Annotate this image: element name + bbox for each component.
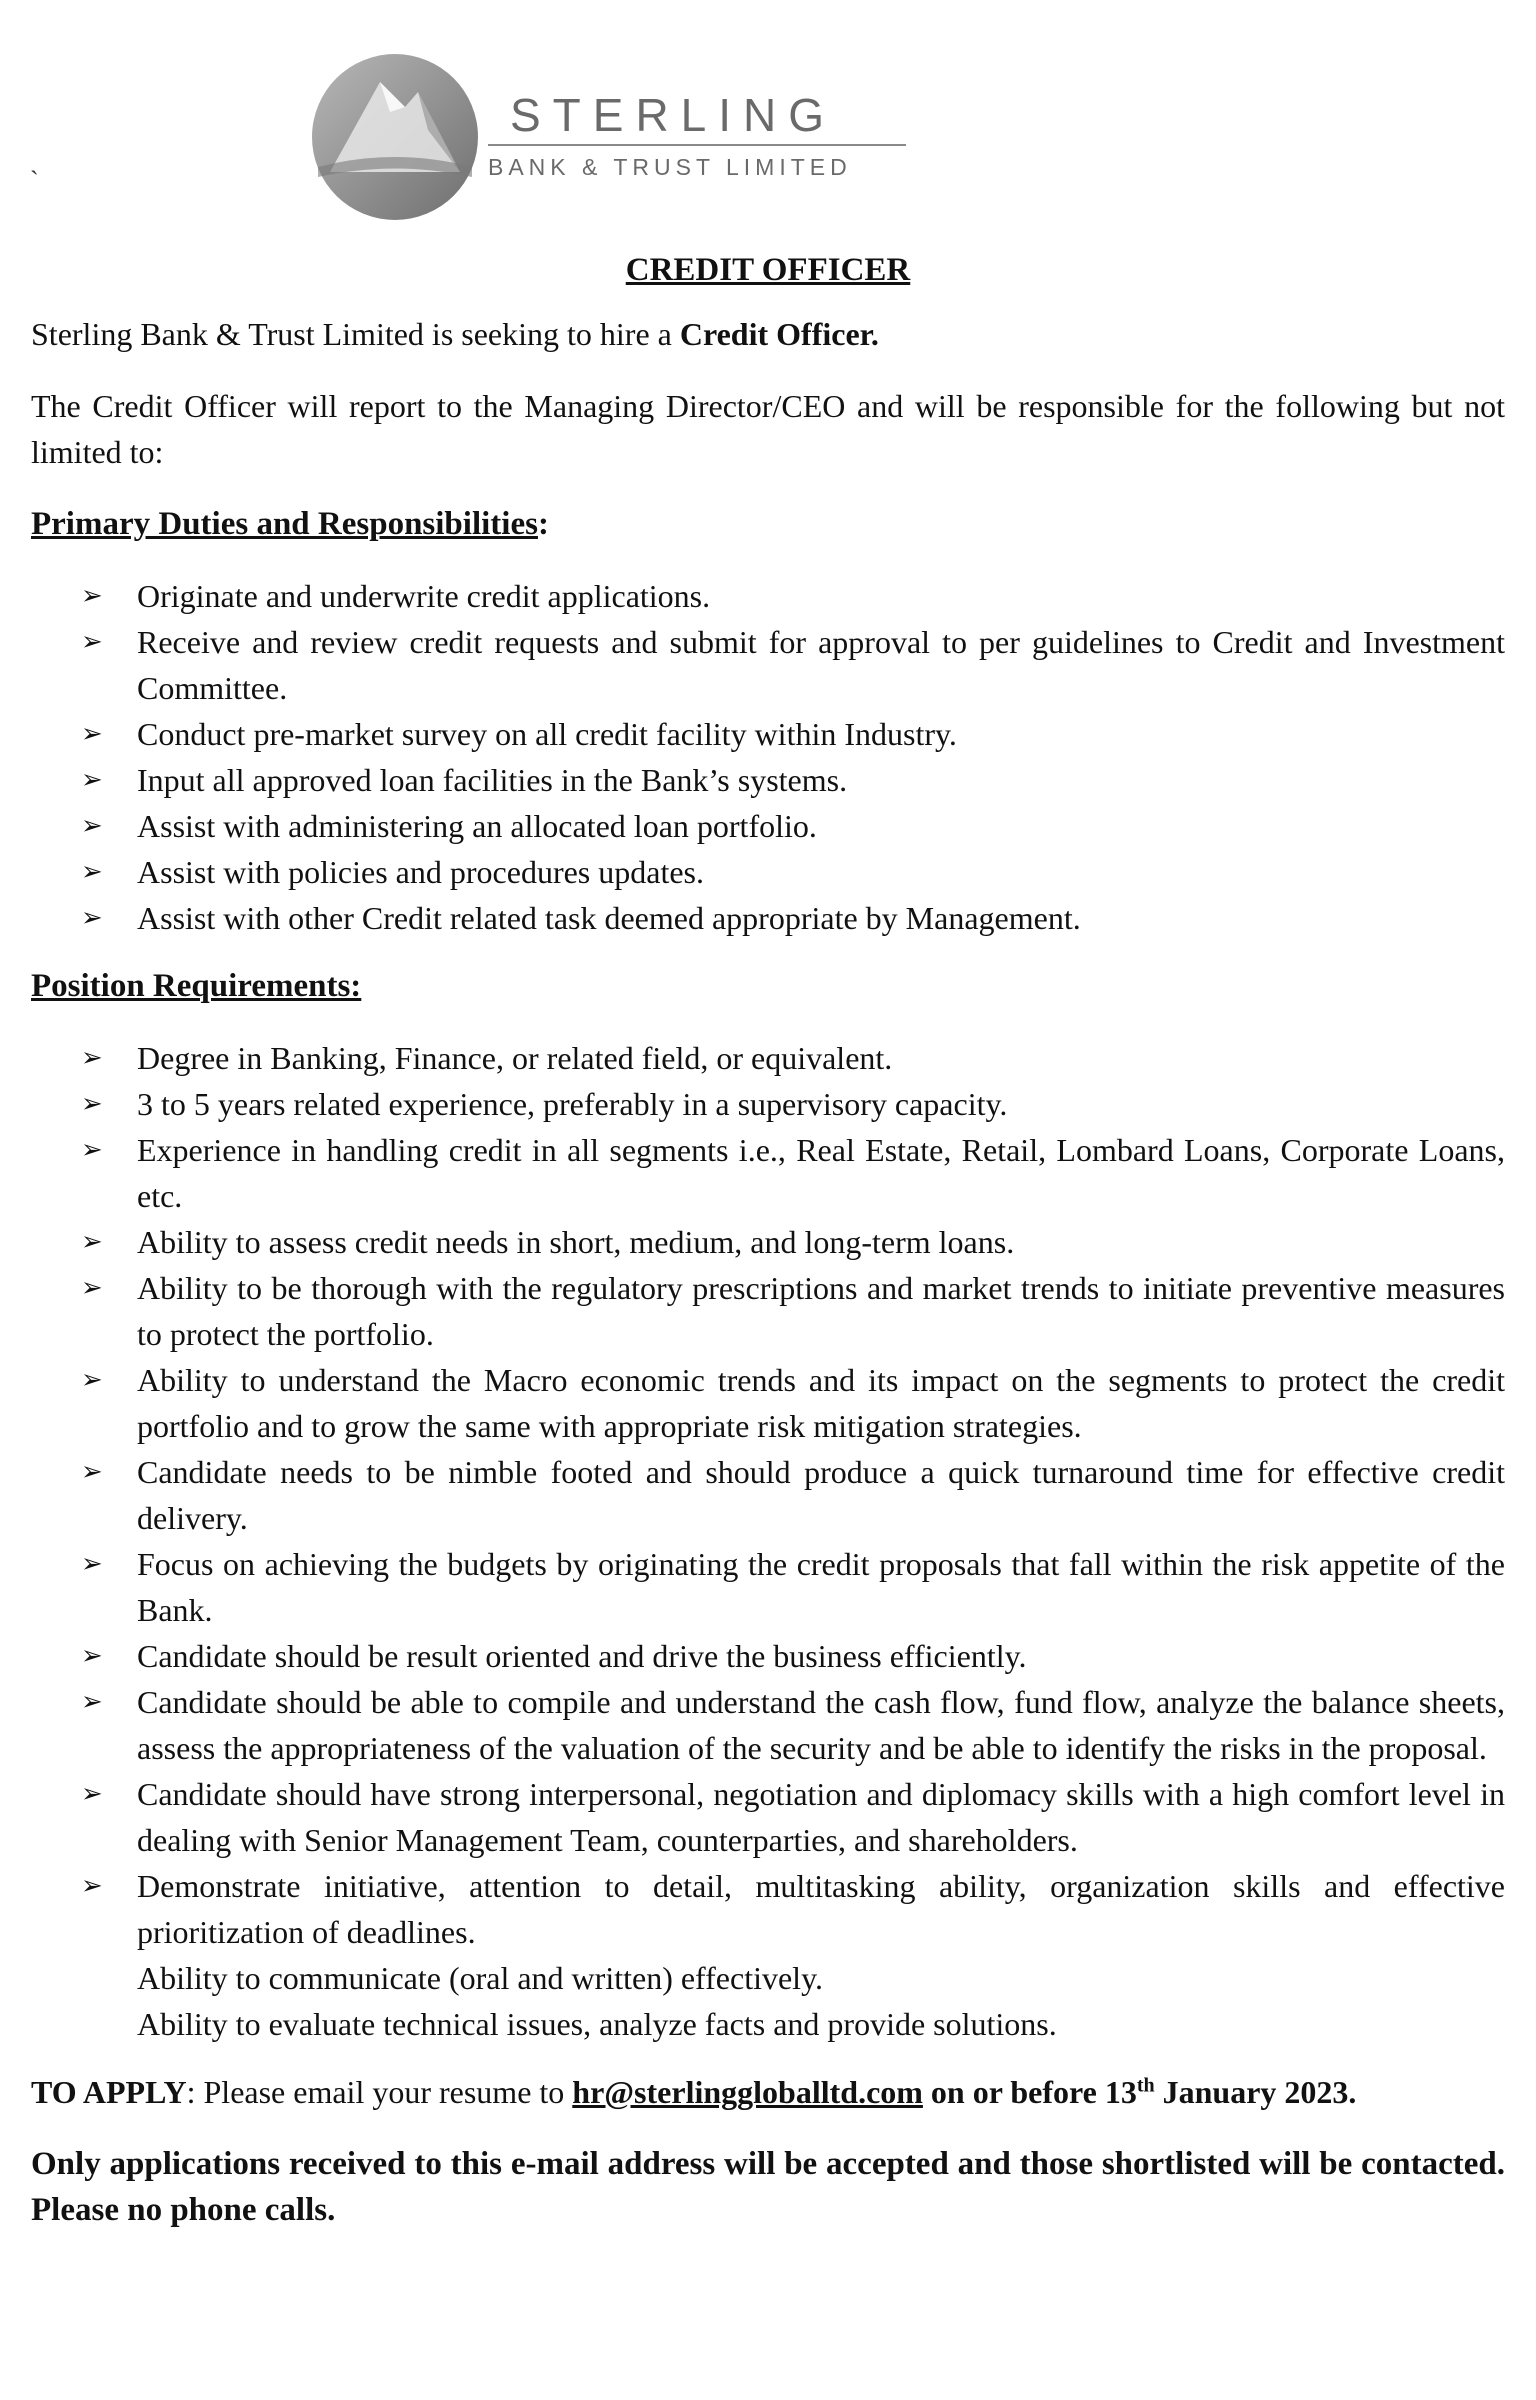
duties-heading [31,501,1505,547]
arrow-bullet-icon: ➢ [81,1043,103,1073]
list-item [31,849,1505,895]
arrow-bullet-icon: ➢ [81,1871,103,1901]
list-item [31,895,1505,941]
arrow-bullet-icon: ➢ [81,1779,103,1809]
list-item-text: Ability to evaluate technical issues, analyze facts and provide solutions. [137,2006,1057,2042]
posting-content [31,252,1505,2233]
arrow-bullet-icon: ➢ [81,903,103,933]
list-item-text: Candidate should be result oriented and drive the business efficiently. [137,1638,1027,1674]
duties-heading-colon: : [537,506,549,542]
list-item-text: Ability to assess credit needs in short, medium, and long-term loans. [137,1224,1015,1260]
intro-paragraph [31,311,1505,357]
arrow-bullet-icon: ➢ [81,1227,103,1257]
list-item [31,573,1505,619]
list-item [31,1357,1505,1449]
arrow-bullet-icon: ➢ [81,581,103,611]
closing-note: Only applications received to this e-mail address will be accepted and those shortlisted will be contacted. Please no phone calls. [31,2146,1505,2228]
duties-heading-text: Primary Duties and Responsibilities [31,506,538,542]
arrow-bullet-icon: ➢ [81,1089,103,1119]
apply-deadline [923,2074,1357,2110]
list-item-text: Conduct pre-market survey on all credit facility within Industry. [137,716,957,752]
list-item-text: Candidate should be able to compile and understand the cash flow, fund flow, analyze the balance sheets, assess the appropriateness of the valuation of the security and be able to identify the risks in the proposal. [137,1684,1505,1766]
arrow-bullet-icon: ➢ [81,1365,103,1395]
list-item [31,711,1505,757]
page-title: CREDIT OFFICER [625,252,911,288]
list-item [31,1081,1505,1127]
arrow-bullet-icon: ➢ [81,857,103,887]
list-item [31,1035,1505,1081]
list-item-text: Ability to understand the Macro economic trends and its impact on the segments to protect the credit portfolio and to grow the same with appropriate risk mitigation strategies. [137,1362,1505,1444]
list-item-text: Ability to be thorough with the regulatory prescriptions and market trends to initiate preventive measures to protect the portfolio. [137,1270,1505,1352]
list-item [31,1633,1505,1679]
list-item [31,1449,1505,1541]
logo-subtitle: BANK & TRUST LIMITED [488,144,906,181]
arrow-bullet-icon: ➢ [81,1457,103,1487]
report-paragraph: The Credit Officer will report to the Managing Director/CEO and will be responsible for the following but not limited to: [31,388,1505,470]
list-item-text: Candidate should have strong interpersonal, negotiation and diplomacy skills with a high comfort level in dealing with Senior Management Team, counterparties, and shareholders. [137,1776,1505,1858]
list-item [31,1219,1505,1265]
list-item-text: Originate and underwrite credit applications. [137,578,711,614]
arrow-bullet-icon: ➢ [81,765,103,795]
list-item-text: Ability to communicate (oral and written) effectively. [137,1960,823,1996]
list-item [31,803,1505,849]
arrow-bullet-icon: ➢ [81,627,103,657]
apply-deadline-sup: th [1136,2074,1155,2097]
arrow-bullet-icon: ➢ [81,1641,103,1671]
arrow-bullet-icon: ➢ [81,1549,103,1579]
list-item-text: Candidate needs to be nimble footed and should produce a quick turnaround time for effective credit delivery. [137,1454,1505,1536]
sterling-logo [310,52,930,222]
list-item-text: Experience in handling credit in all segments i.e., Real Estate, Retail, Lombard Loans, Corporate Loans, etc. [137,1132,1505,1214]
list-item [31,1863,1505,1955]
list-item [31,1541,1505,1633]
list-item-text: 3 to 5 years related experience, preferably in a supervisory capacity. [137,1086,1008,1122]
list-item [31,1265,1505,1357]
intro-role: Credit Officer. [679,316,879,352]
list-item [31,1127,1505,1219]
arrow-bullet-icon: ➢ [81,1687,103,1717]
arrow-bullet-icon: ➢ [81,1273,103,1303]
intro-text: Sterling Bank & Trust Limited is seeking to hire a [31,316,680,352]
requirements-heading [31,963,1505,1009]
list-item [31,1679,1505,1771]
apply-email-link[interactable]: hr@sterlinggloballtd.com [572,2074,923,2110]
stray-mark: ` [30,166,39,195]
requirements-heading-text: Position Requirements: [31,968,362,1004]
list-item-text: Focus on achieving the budgets by originating the credit proposals that fall within the risk appetite of the Bank. [137,1546,1505,1628]
mountain-logo-icon [310,52,480,222]
arrow-bullet-icon: ➢ [81,811,103,841]
list-item-text: Degree in Banking, Finance, or related field, or equivalent. [137,1040,893,1076]
apply-text: : Please email your resume to [186,2074,573,2110]
list-item-text: Receive and review credit requests and submit for approval to per guidelines to Credit and Investment Committee. [137,624,1505,706]
list-item [31,1771,1505,1863]
list-item-text: Assist with other Credit related task deemed appropriate by Management. [137,900,1081,936]
requirements-list [31,1035,1505,2047]
list-item [31,619,1505,711]
arrow-bullet-icon: ➢ [81,1135,103,1165]
logo-name: STERLING [510,89,837,141]
apply-paragraph [31,2069,1505,2115]
list-item [31,2001,1505,2047]
list-item-text: Assist with administering an allocated loan portfolio. [137,808,817,844]
apply-deadline-suffix: January 2023. [1154,2074,1357,2110]
apply-label: TO APPLY [31,2074,187,2110]
arrow-bullet-icon: ➢ [81,719,103,749]
list-item-text: Demonstrate initiative, attention to detail, multitasking ability, organization skills and effective prioritization of deadlines. [137,1868,1505,1950]
apply-deadline-prefix: on or before 13 [922,2074,1137,2110]
list-item-text: Assist with policies and procedures updates. [137,854,704,890]
list-item [31,757,1505,803]
list-item [31,1955,1505,2001]
list-item-text: Input all approved loan facilities in the Bank’s systems. [137,762,848,798]
duties-list [31,573,1505,941]
